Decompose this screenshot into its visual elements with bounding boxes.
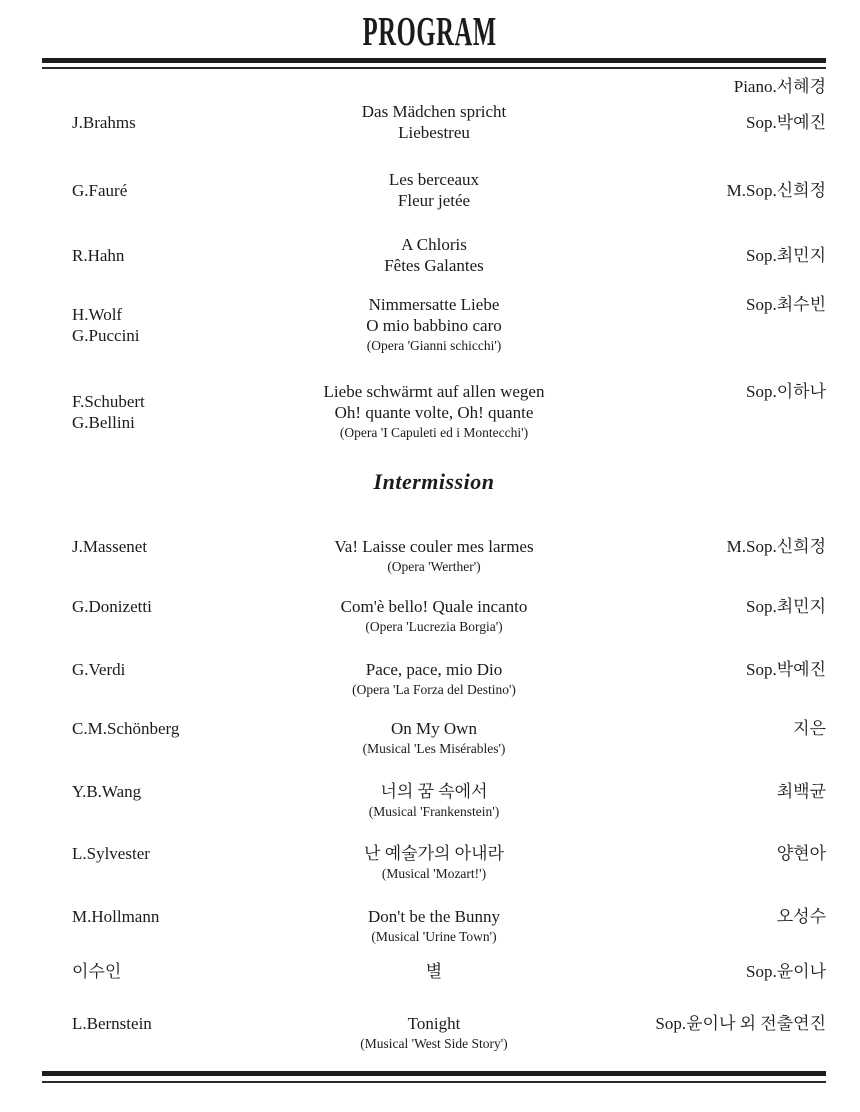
piece-title: 별	[425, 962, 443, 981]
piece-source-note: (Opera 'Gianni schicchi')	[366, 338, 502, 353]
composer-name: C.M.Schönberg	[72, 719, 180, 738]
program-row	[42, 1013, 826, 1054]
performer-name: M.Sop.신희정	[726, 180, 826, 200]
piece-source-note: (Musical 'Les Misérables')	[362, 741, 506, 756]
composer-name: J.Massenet	[72, 537, 148, 556]
piece-title: Les berceaux	[388, 170, 480, 189]
piece-source-note: (Musical 'Urine Town')	[371, 929, 497, 944]
piece-title: Nimmersatte Liebe	[368, 295, 500, 314]
piece-title: Das Mädchen spricht	[361, 102, 507, 121]
composer-name: F.Schubert	[72, 392, 145, 411]
piece-title: Liebe schwärmt auf allen wegen	[323, 382, 545, 401]
performer-name: 지은	[793, 719, 826, 738]
page-title-text: PROGRAM	[362, 8, 497, 54]
piece-title: Fleur jetée	[397, 191, 471, 210]
program-row	[42, 234, 826, 276]
program-list	[0, 76, 860, 1054]
piece-source-note: (Opera 'Lucrezia Borgia')	[365, 619, 503, 634]
program-row	[42, 169, 826, 211]
piece-title: Pace, pace, mio Dio	[365, 660, 503, 679]
top-divider	[42, 58, 826, 69]
bottom-divider	[42, 1071, 826, 1083]
performer-name: Sop.최민지	[746, 597, 826, 616]
piece-source-note: (Musical 'West Side Story')	[360, 1036, 508, 1051]
piece-source-note: (Musical 'Frankenstein')	[368, 804, 500, 819]
program-row	[42, 659, 826, 700]
intermission-label: Intermission	[373, 469, 495, 494]
piece-title: 너의 꿈 속에서	[380, 782, 488, 801]
piece-title: Va! Laisse couler mes larmes	[334, 537, 534, 556]
program-row	[42, 843, 826, 884]
program-row	[42, 294, 826, 356]
piece-title: O mio babbino caro	[366, 316, 502, 335]
program-row	[42, 961, 826, 982]
performer-name: Sop.윤이나 외 전출연진	[655, 1014, 826, 1033]
composer-name: R.Hahn	[72, 245, 125, 265]
piece-source-note: (Opera 'La Forza del Destino')	[352, 682, 516, 697]
program-row	[42, 781, 826, 822]
composer-name: Y.B.Wang	[72, 782, 142, 801]
performer-name: M.Sop.신희정	[726, 537, 826, 556]
piece-title: Don't be the Bunny	[368, 907, 500, 926]
performer-name: 양현아	[776, 844, 826, 863]
performer-name: Sop.최수빈	[746, 295, 826, 314]
composer-name: G.Fauré	[72, 180, 128, 200]
piece-title: Oh! quante volte, Oh! quante	[334, 403, 534, 422]
composer-name: H.Wolf	[72, 305, 123, 324]
program-row	[42, 381, 826, 443]
composer-name: G.Puccini	[72, 326, 140, 345]
accompanist-name: Piano.서혜경	[733, 77, 826, 96]
composer-name: M.Hollmann	[72, 907, 160, 926]
program-row	[42, 596, 826, 637]
page-title	[0, 8, 860, 54]
piece-source-note: (Opera 'I Capuleti ed i Montecchi')	[339, 425, 529, 440]
piece-title: Fêtes Galantes	[384, 256, 484, 275]
piece-title: A Chloris	[401, 235, 467, 254]
composer-name: G.Bellini	[72, 413, 135, 432]
performer-name: Sop.최민지	[746, 245, 826, 265]
performer-name: 최백균	[776, 782, 826, 801]
composer-name: G.Verdi	[72, 660, 126, 679]
bottom-divider-thin-line	[42, 1081, 826, 1083]
piece-title: Liebestreu	[398, 123, 470, 142]
piece-source-note: (Opera 'Werther')	[387, 559, 481, 574]
piece-title: Tonight	[407, 1014, 461, 1033]
program-row	[42, 536, 826, 577]
performer-name: Sop.박예진	[746, 112, 826, 132]
piece-title: 난 예술가의 아내라	[364, 844, 504, 863]
program-page	[0, 8, 860, 1112]
composer-name: 이수인	[72, 962, 122, 981]
piece-source-note: (Musical 'Mozart!')	[381, 866, 487, 881]
composer-name: L.Bernstein	[72, 1014, 152, 1033]
program-row	[42, 101, 826, 143]
performer-name: Sop.윤이나	[746, 962, 826, 981]
performer-name: 오성수	[776, 907, 826, 926]
composer-name: G.Donizetti	[72, 597, 152, 616]
program-row	[42, 718, 826, 759]
piece-title: On My Own	[391, 719, 477, 738]
program-row	[42, 906, 826, 947]
top-divider-thin-line	[42, 67, 826, 69]
performer-name: Sop.박예진	[746, 660, 826, 679]
piece-title: Com'è bello! Quale incanto	[340, 597, 528, 616]
composer-name: L.Sylvester	[72, 844, 150, 863]
performer-name: Sop.이하나	[746, 382, 826, 401]
composer-name: J.Brahms	[72, 112, 136, 132]
